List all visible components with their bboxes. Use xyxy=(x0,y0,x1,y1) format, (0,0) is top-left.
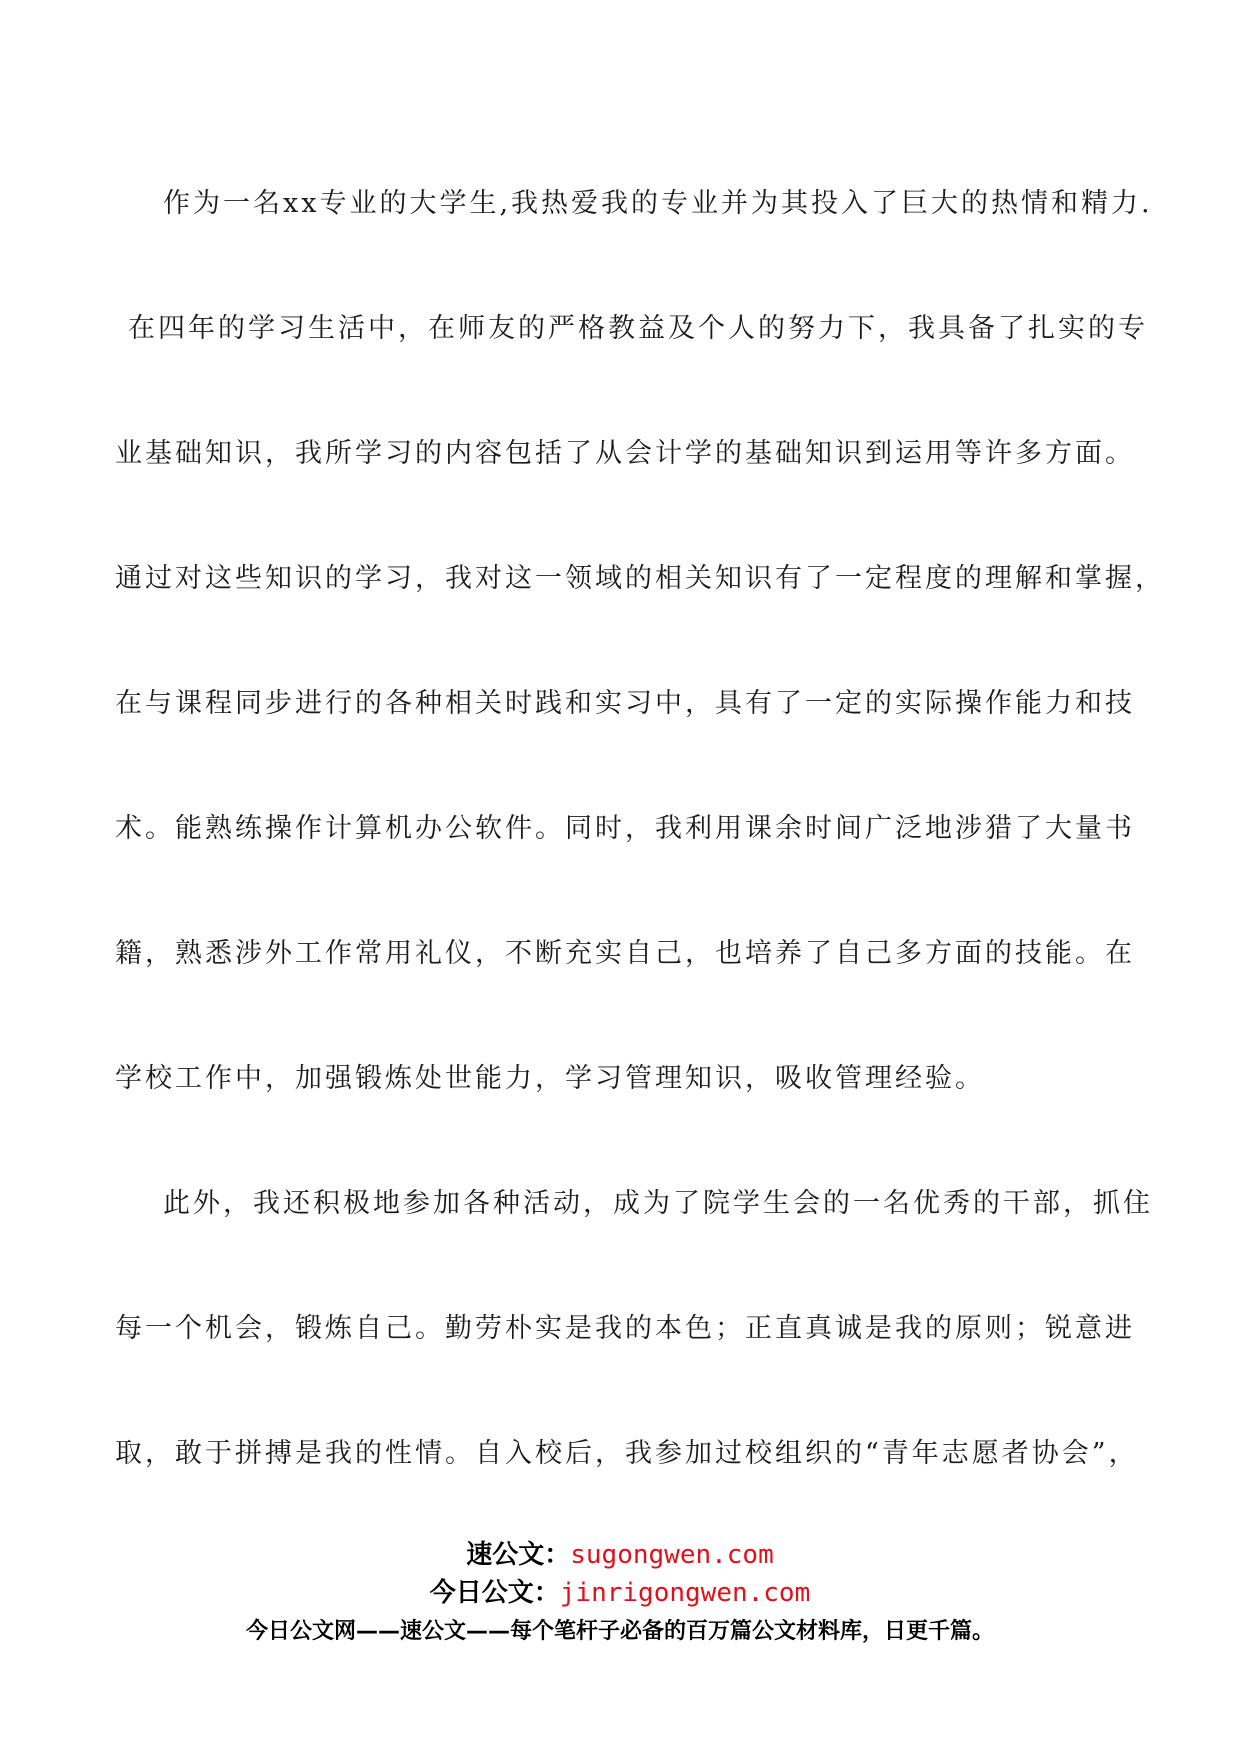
footer-tagline: 今日公文网——速公文——每个笔杆子必备的百万篇公文材料库，日更千篇。 xyxy=(245,1619,994,1644)
footer-sugongwen xyxy=(0,1534,1240,1571)
body-line-2: 在四年的学习生活中，在师友的严格教益及个人的努力下，我具备了扎实的专 xyxy=(128,313,1148,344)
body-line-7: 籍，熟悉涉外工作常用礼仪，不断充实自己，也培养了自己多方面的技能。在 xyxy=(115,938,1135,969)
jinrigongwen-link[interactable]: jinrigongwen.com xyxy=(559,1578,811,1608)
jinrigongwen-label: 今日公文： xyxy=(429,1578,560,1608)
sugongwen-link[interactable]: sugongwen.com xyxy=(570,1540,774,1570)
body-line-3: 业基础知识，我所学习的内容包括了从会计学的基础知识到运用等许多方面。 xyxy=(115,438,1135,469)
body-line-8: 学校工作中，加强锻炼处世能力，学习管理知识，吸收管理经验。 xyxy=(115,1063,985,1094)
body-line-1: 作为一名xx专业的大学生,我热爱我的专业并为其投入了巨大的热情和精力. xyxy=(163,188,1153,219)
footer-jinrigongwen xyxy=(0,1572,1240,1609)
body-line-6: 术。能熟练操作计算机办公软件。同时，我利用课余时间广泛地涉猎了大量书 xyxy=(115,813,1135,844)
body-line-5: 在与课程同步进行的各种相关时践和实习中，具有了一定的实际操作能力和技 xyxy=(115,688,1135,719)
body-line-9: 此外，我还积极地参加各种活动，成为了院学生会的一名优秀的干部，抓住 xyxy=(163,1188,1153,1219)
body-line-10: 每一个机会，锻炼自己。勤劳朴实是我的本色；正直真诚是我的原则；锐意进 xyxy=(115,1313,1135,1344)
body-line-4: 通过对这些知识的学习，我对这一领域的相关知识有了一定程度的理解和掌握， xyxy=(115,563,1165,594)
sugongwen-label: 速公文： xyxy=(466,1540,571,1570)
body-line-11: 取，敢于拼搏是我的性情。自入校后，我参加过校组织的“青年志愿者协会”， xyxy=(115,1438,1139,1469)
